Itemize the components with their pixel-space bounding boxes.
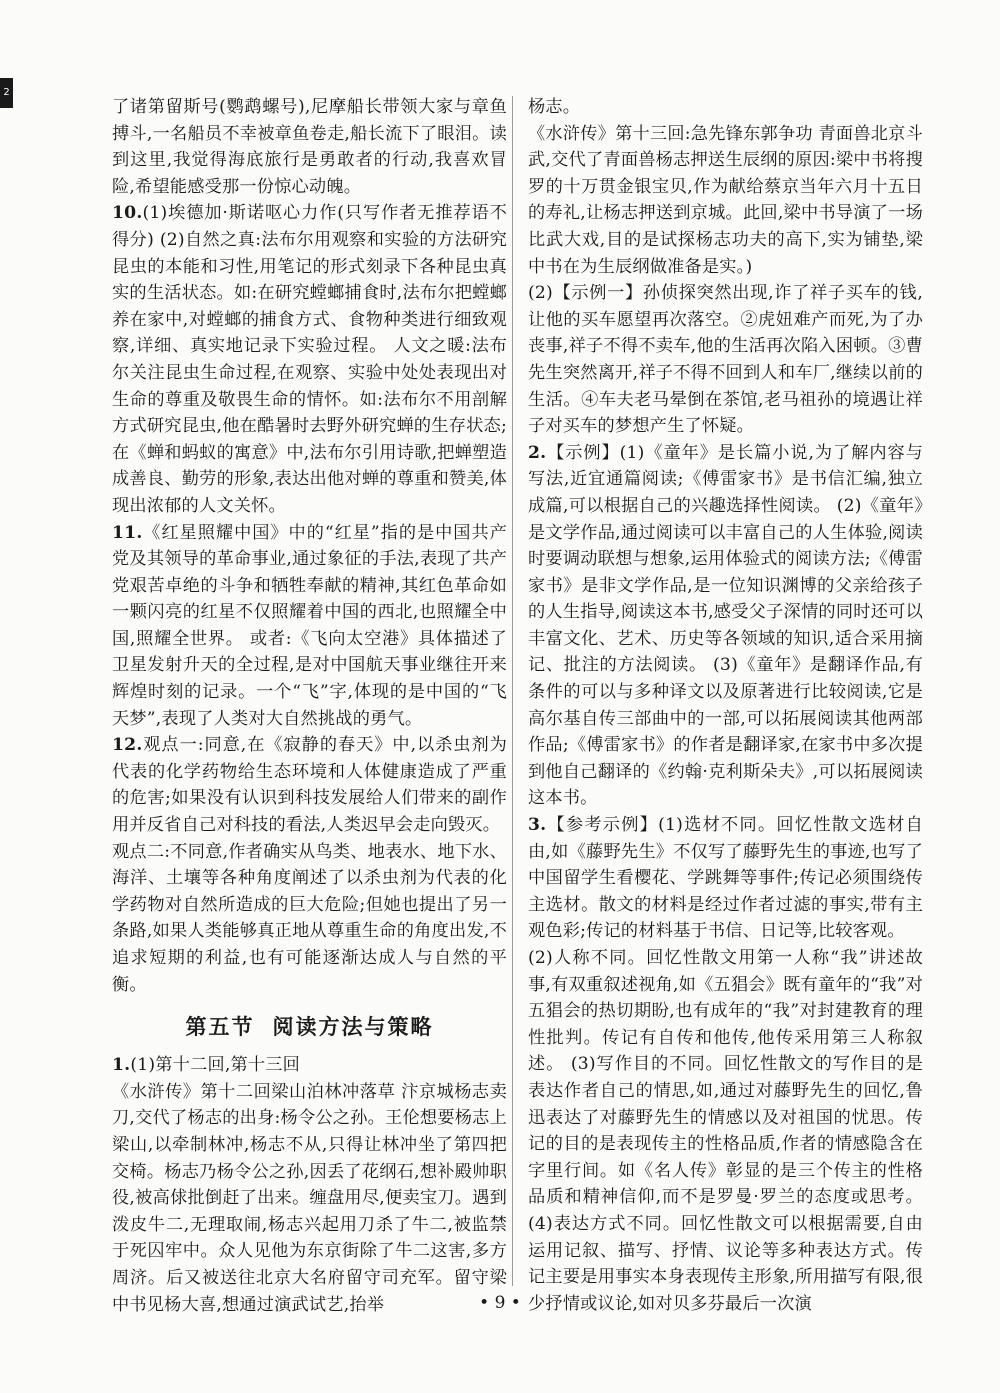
left-column	[112, 94, 507, 1318]
question-number: 12.	[112, 735, 143, 756]
paragraph: 杨志。	[528, 97, 581, 117]
answer-12	[112, 732, 507, 838]
question-number: 10.	[112, 203, 143, 224]
paragraph: (2)【示例一】孙侦探突然出现,诈了祥子买车的钱,让他的买车愿望再次落空。②虎妞难产而死,为了办丧事,祥子不得不卖车,他的生活再次陷入困顿。③曹先生突然离开,祥子不得不回到人和车厂,继续以前的生活。④车夫老马晕倒在茶馆,老马祖孙的境遇让祥子对买车的梦想产生了怀疑。	[528, 283, 923, 437]
section-number: 第五节	[185, 1015, 255, 1040]
answer-text: (1)第十二回,第十三回	[130, 1055, 301, 1076]
answer-text: 【参考示例】(1)选材不同。回忆性散文选材自由,如《藤野先生》不仅写了藤野先生的事迹,也写了中国留学生看樱花、学跳舞等事件;传记必须围绕传主选材。散文的材料是经过作者过滤的事实,带有主观色彩;传记的材料基于书信、日记等,比较客观。	[528, 815, 923, 942]
page-edge-tab: 2	[0, 78, 13, 108]
question-number: 3.	[528, 815, 547, 836]
question-number: 11.	[112, 522, 143, 543]
answer-text: 观点一:同意,在《寂静的春天》中,以杀虫剂为代表的化学药物给生态环境和人体健康造成了严重的危害;如果没有认识到科技发展给人们带来的副作用并反省自己对科技的看法,人类迟早会走向毁灭。	[112, 735, 507, 836]
paragraph: 了诸第留斯号(鹦鹉螺号),尼摩船长带领大家与章鱼搏斗,一名船员不幸被章鱼卷走,船长流下了眼泪。读到这里,我觉得海底旅行是勇敢者的行动,我喜欢冒险,希望能感受那一份惊心动魄。	[112, 97, 507, 197]
paragraph: 《水浒传》第十三回:急先锋东郭争功 青面兽北京斗武,交代了青面兽杨志押送生辰纲的原因:梁中书将搜罗的十万贯金银宝贝,作为献给蔡京当年六月十五日的寿礼,让杨志押送到京城。此回,梁中书导演了一场比武大戏,目的是试探杨志功夫的高下,实为铺垫,梁中书在为生辰纲做准备是实。)	[528, 123, 923, 277]
paragraph: 观点二:不同意,作者确实从鸟类、地表水、地下水、海洋、土壤等各种角度阐述了以杀虫剂为代表的化学药物对自然所造成的巨大危险;但她也提出了另一条路,如果人类能够真正地从尊重生命的角度出发,不追求短期的利益,也有可能逐渐达成人与自然的平衡。	[112, 841, 507, 995]
section-name: 阅读方法与策略	[272, 1015, 434, 1040]
answer-1	[112, 1052, 507, 1079]
answer-2	[528, 440, 923, 812]
question-number: 1.	[112, 1055, 131, 1076]
answer-3	[528, 812, 923, 945]
answer-11	[112, 520, 507, 733]
paragraph: (2)人称不同。回忆性散文用第一人称“我”讲述故事,有双重叙述视角,如《五猖会》既有童年的“我”对五猖会的热切期盼,也有成年的“我”对封建教育的理性批判。传记有自传和他传,他传采用第三人称叙述。 (3)写作目的不同。回忆性散文的写作目的是表达作者自己的情思,如,通过对藤野先生的回忆,鲁迅表达了对藤野先生的情感以及对祖国的忧思。传记的目的是表现传主的性格品质,作者的情感隐含在字里行间。如《名人传》彰显的是三个传主的性格品质和精神信仰,而不是罗曼·罗兰的态度或思考。 (4)表达方式不同。回忆性散文可以根据需要,自由运用记叙、描写、抒情、议论等多种表达方式。传记主要是用事实本身表现传主形象,所用描写有限,很少抒情或议论,如对贝多芬最后一次演	[528, 948, 923, 1314]
column-divider	[512, 96, 513, 1286]
answer-text: 【示例】(1)《童年》是长篇小说,为了解内容与写法,近宜通篇阅读;《傅雷家书》是书信汇编,独立成篇,可以根据自己的兴趣选择性阅读。 (2)《童年》是文学作品,通过阅读可以丰富自己的人生体验,阅读时要调动联想与想象,运用体验式的阅读方法;《傅雷家书》是非文学作品,是一位知识渊博的父亲给孩子的人生指导,阅读这本书,感受父子深情的同时还可以丰富文化、艺术、历史等各领域的知识,适合采用摘记、批注的方法阅读。 (3)《童年》是翻译作品,有条件的可以与多种译文以及原著进行比较阅读,它是高尔基自传三部曲中的一部,可以拓展阅读其他两部作品;《傅雷家书》的作者是翻译家,在家书中多次提到他自己翻译的《约翰·克利斯朵夫》,可以拓展阅读这本书。	[528, 442, 923, 809]
paragraph: 《水浒传》第十二回梁山泊林冲落草 汴京城杨志卖刀,交代了杨志的出身:杨令公之孙。王伦想要杨志上梁山,以牵制林冲,杨志不从,只得让林冲坐了第四把交椅。杨志乃杨令公之孙,因丢了花纲石,想补殿帅职役,被高俅批倒赶了出来。缠盘用尽,便卖宝刀。遇到泼皮牛二,无理取闹,杨志兴起用刀杀了牛二,被监禁于死囚牢中。众人见他为东京街除了牛二这害,多方周济。后又被送往北京大名府留守司充军。留守梁中书见杨大喜,想通过演武试艺,抬举	[112, 1081, 507, 1315]
page-number: • 9 •	[479, 1293, 521, 1313]
answer-text: 《红星照耀中国》中的“红星”指的是中国共产党及其领导的革命事业,通过象征的手法,表现了共产党艰苦卓绝的斗争和牺牲奉献的精神,其红色革命如一颗闪亮的红星不仅照耀着中国的西北,也照耀全中国,照耀全世界。 或者:《飞向太空港》具体描述了卫星发射升天的全过程,是对中国航天事业继往开来辉煌时刻的记录。一个“飞”字,体现的是中国的“飞天梦”,表现了人类对大自然挑战的勇气。	[112, 522, 507, 729]
answer-10	[112, 200, 507, 519]
answer-text: (1)埃德加·斯诺呕心力作(只写作者无推荐语不得分) (2)自然之真:法布尔用观察和实验的方法研究昆虫的本能和习性,用笔记的形式刻录下各种昆虫真实的生活状态。如:在研究螳螂捕食时,法布尔把螳螂养在家中,对螳螂的捕食方式、食物种类进行细致观察,详细、真实地记录下实验过程。 人文之暖:法布尔关注昆虫生命过程,在观察、实验中处处表现出对生命的尊重及敬畏生命的情怀。如:法布尔不用剖解方式研究昆虫,他在酷暑时去野外研究蝉的生存状态;在《蝉和蚂蚁的寓意》中,法布尔引用诗歌,把蝉塑造成善良、勤劳的形象,表达出他对蝉的尊重和赞美,体现出浓郁的人文关怀。	[112, 203, 507, 516]
right-column	[528, 94, 923, 1317]
question-number: 2.	[528, 442, 547, 463]
section-title	[112, 1012, 507, 1042]
